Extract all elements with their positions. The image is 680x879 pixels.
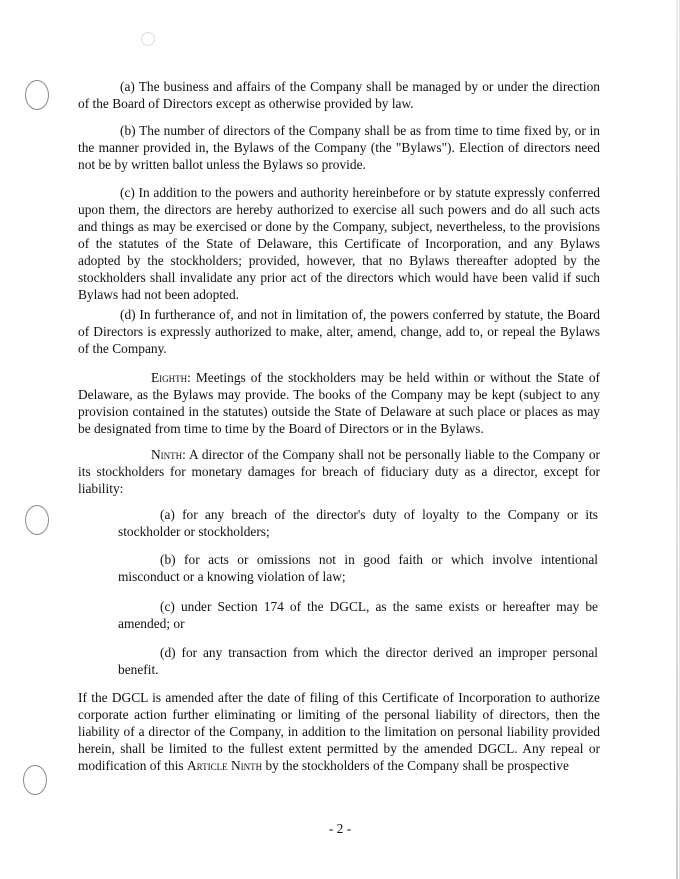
closing-text-start: If the DGCL is amended after the date of filing of this Certificate of Incorporation to authorize corporate action further eliminating or limiting of the personal liability of directors, then the liability of a director of the Company, in addition to the limitation on personal liability provided herein, shall be limited to the fullest extent permitted by the amended DGCL. Any repeal or modification of this	[78, 690, 600, 773]
paragraph-closing	[78, 689, 600, 774]
paragraph-article-ninth	[78, 446, 600, 497]
article-eighth-heading: Eighth:	[151, 370, 191, 385]
paragraph-seventh-d: (d) In furtherance of, and not in limitation of, the powers conferred by statute, the Board of Directors is expressly authorized to make, alter, amend, change, add to, or repeal the Bylaws of the Company.	[78, 307, 600, 356]
paragraph-ninth-b: (b) for acts or omissions not in good faith or which involve intentional misconduct or a knowing violation of law;	[118, 552, 598, 584]
closing-article-reference: Article Ninth	[186, 758, 263, 773]
scan-speck	[141, 32, 155, 46]
punch-hole-middle	[25, 505, 49, 535]
page-number: - 2 -	[328, 821, 352, 836]
paragraph-ninth-d: (d) for any transaction from which the director derived an improper personal benefit.	[118, 645, 598, 677]
article-eighth-text: Meetings of the stockholders may be held within or without the State of Delaware, as the Bylaws may provide. The books of the Company may be kept (subject to any provision contained in the statutes) outside the State of Delaware at such place or places as may be designated from time to time by the Board of Directors or in the Bylaws.	[78, 370, 600, 436]
closing-text-end: by the stockholders of the Company shall be prospective	[262, 758, 569, 773]
scan-edge	[676, 0, 678, 879]
paragraph-article-eighth	[78, 369, 600, 437]
paragraph-seventh-a: (a) The business and affairs of the Company shall be managed by or under the direction of the Board of Directors except as otherwise provided by law.	[78, 79, 600, 111]
paragraph-ninth-c: (c) under Section 174 of the DGCL, as the same exists or hereafter may be amended; or	[118, 599, 598, 631]
punch-hole-top	[25, 80, 49, 110]
article-ninth-heading: Ninth:	[151, 447, 186, 462]
punch-hole-bottom	[23, 765, 47, 795]
article-ninth-text: A director of the Company shall not be personally liable to the Company or its stockholders for monetary damages for breach of fiduciary duty as a director, except for liability:	[78, 447, 600, 496]
paragraph-ninth-a: (a) for any breach of the director's duty of loyalty to the Company or its stockholder or stockholders;	[118, 507, 598, 539]
paragraph-seventh-c: (c) In addition to the powers and authority hereinbefore or by statute expressly conferred upon them, the directors are hereby authorized to exercise all such powers and do all such acts and things as may be exercised or done by the Company, subject, nevertheless, to the provisions of the statutes of the State of Delaware, this Certificate of Incorporation, and any Bylaws adopted by the stockholders; provided, however, that no Bylaws thereafter adopted by the stockholders shall invalidate any prior act of the directors which would have been valid if such Bylaws had not been adopted.	[78, 185, 600, 302]
paragraph-seventh-b: (b) The number of directors of the Company shall be as from time to time fixed by, or in the manner provided in, the Bylaws of the Company (the "Bylaws"). Election of directors need not be by written ballot unless the Bylaws so provide.	[78, 123, 600, 172]
